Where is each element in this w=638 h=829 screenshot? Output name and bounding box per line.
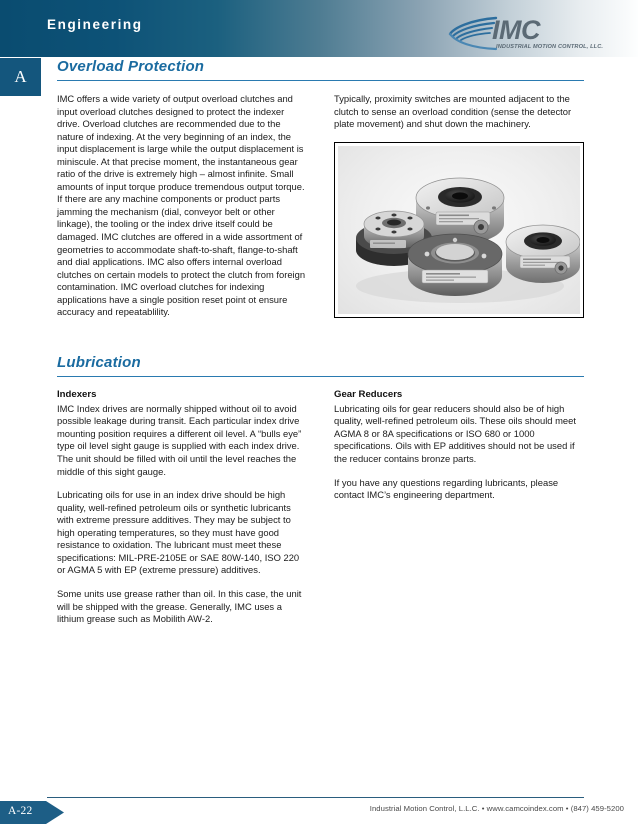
column-left bbox=[57, 93, 307, 330]
overload-clutch-photo bbox=[334, 142, 584, 318]
section-tab-a bbox=[0, 58, 41, 96]
section-tab-label: A bbox=[14, 67, 27, 86]
section-lubrication bbox=[57, 354, 584, 637]
column-right bbox=[334, 93, 584, 330]
two-column-layout bbox=[57, 93, 584, 330]
paragraph: Some units use grease rather than oil. In this case, the unit will be shipped with the grease. Generally, IMC uses a lithium grease such as Mobilith AW-2. bbox=[57, 587, 302, 625]
paragraph: IMC offers a wide variety of output overload clutches and input overload clutches designed to protect the indexer drive. Overload clutches are recommended due to the nature of indexing. At the very beginning of an index, the input displacement is large while the output displacement is miniscule. At that precise moment, the instantaneous gear ratio of the drive is extremely high – almost infinite. Small amounts of input torque produce tremendous output torque. If there are any machine components or product parts jamming the mechanism (dial, conveyor belt or other linkage), the tooling or the index drive itself could be damaged. IMC clutches are offered in a wide assortment of geometries to accommodate shaft-to-shaft, flange-to-shaft and dial applications. IMC also offers internal overload clutches on certain models to protect the clutch from foreign contamination. IMC overload clutches for indexing applications have a single position reset point ot ensure accuracy and repeatablility. bbox=[57, 93, 306, 318]
paragraph: Typically, proximity switches are mounted adjacent to the clutch to sense an overload condition (sense the detector plate movement) and shut down the machinery. bbox=[334, 93, 572, 130]
page-title: Engineering bbox=[47, 17, 143, 32]
footer-contact-info: Industrial Motion Control, L.L.C. • www.camcoindex.com • (847) 459-5200 bbox=[369, 804, 624, 813]
clutch-unit-right bbox=[506, 225, 580, 283]
svg-text:IMC: IMC bbox=[492, 15, 540, 45]
page-number-label: A-22 bbox=[8, 805, 33, 817]
imc-logo bbox=[444, 12, 624, 54]
logo-tagline: INDUSTRIAL MOTION CONTROL, LLC. bbox=[496, 44, 604, 50]
section-overload-protection bbox=[57, 58, 584, 330]
logo-swoosh-icon bbox=[450, 18, 496, 49]
section-divider bbox=[57, 376, 584, 377]
subheading-indexers: Indexers bbox=[57, 388, 97, 400]
page-content bbox=[57, 58, 584, 637]
section-heading: Overload Protection bbox=[57, 58, 205, 75]
paragraph: If you have any questions regarding lubricants, please contact IMC’s engineering department. bbox=[334, 476, 559, 501]
section-divider bbox=[57, 80, 584, 81]
paragraph: IMC Index drives are normally shipped without oil to avoid possible leakage during transit. Each particular index drive mounting position requires a different oil level. A “bulls eye” type oil level sight gauge is supplied with each index drive. The unit should be filled with oil until the level reaches the middle of this sight gauge. bbox=[57, 402, 302, 477]
paragraph: Lubricating oils for use in an index drive should be high quality, well-refined petroleum oils or synthetic lubricants with extreme pressure additives. They may be subject to high operating temperatures, so they must have good resistance to oxidation. The lubricant must meet these specifications: MIL-PRE-2105E or SAE 80W-140, ISO 220 or AGMA 5 with EP (extreme pressure) additives. bbox=[57, 489, 300, 576]
two-column-layout bbox=[57, 389, 584, 637]
footer-divider bbox=[47, 797, 584, 798]
subheading-gear-reducers: Gear Reducers bbox=[334, 388, 403, 400]
section-heading: Lubrication bbox=[57, 353, 141, 371]
paragraph: Lubricating oils for gear reducers should also be of high quality, well-refined petroleum oils. These oils should meet AGMA 8 or 8A specifications or ISO 680 or 1000 specifications. Oils with EP additives should not be used if the reducer contains bronze parts. bbox=[334, 402, 576, 465]
column-left bbox=[57, 389, 307, 637]
column-right bbox=[334, 389, 584, 637]
clutch-unit-front bbox=[408, 234, 502, 296]
